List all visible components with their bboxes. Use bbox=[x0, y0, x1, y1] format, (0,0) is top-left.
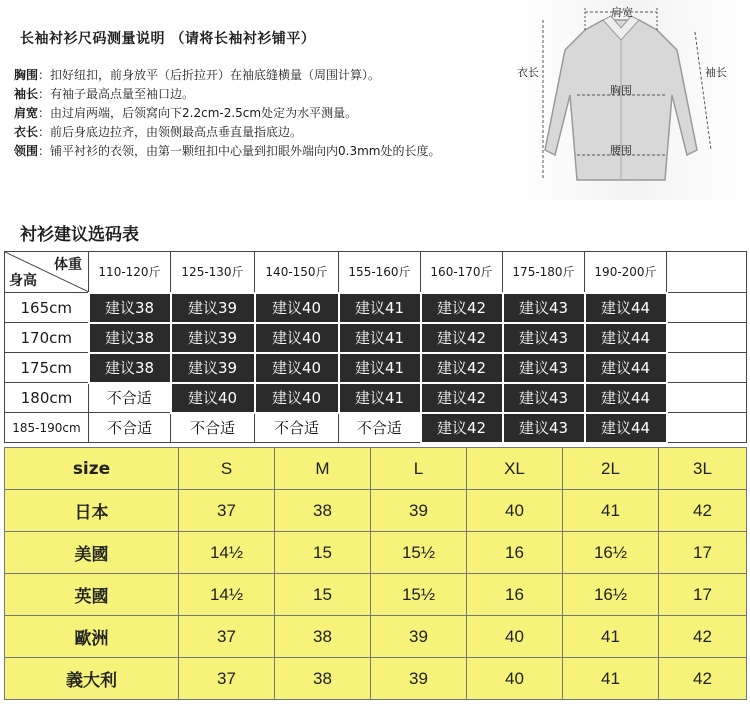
size-cell: 建议40 bbox=[255, 383, 339, 413]
size-value-cell: 16 bbox=[467, 574, 563, 616]
size-value-cell: M bbox=[275, 448, 371, 490]
size-value-cell: 16½ bbox=[563, 574, 659, 616]
size-value-cell: 15½ bbox=[371, 532, 467, 574]
size-cell: 不合适 bbox=[255, 413, 339, 443]
height-header: 175cm bbox=[5, 353, 89, 383]
guide-text: ：由过肩两端，后领窝向下2.2cm-2.5cm处定为水平测量。 bbox=[38, 106, 358, 120]
size-value-cell: XL bbox=[467, 448, 563, 490]
size-cell: 建议44 bbox=[585, 293, 667, 323]
size-cell: 建议42 bbox=[421, 293, 503, 323]
size-value-cell: 37 bbox=[179, 616, 275, 658]
row-header: 日本 bbox=[5, 490, 179, 532]
guide-term: 胸围 bbox=[14, 68, 39, 82]
size-cell: 建议39 bbox=[171, 323, 255, 353]
diagram-label-chest: 胸围 bbox=[610, 84, 632, 97]
size-value-cell: 16 bbox=[467, 532, 563, 574]
guide-term: 肩宽 bbox=[14, 106, 39, 120]
size-value-cell: 40 bbox=[467, 490, 563, 532]
size-value-cell: 39 bbox=[371, 658, 467, 700]
size-value-cell: 15½ bbox=[371, 574, 467, 616]
size-cell: 建议44 bbox=[585, 413, 667, 443]
size-cell: 建议42 bbox=[421, 353, 503, 383]
empty-cell bbox=[667, 293, 747, 323]
size-recommend-table bbox=[4, 251, 747, 444]
size-cell: 建议40 bbox=[255, 353, 339, 383]
size-cell: 建议41 bbox=[339, 293, 421, 323]
row-header: 歐洲 bbox=[5, 616, 179, 658]
size-cell: 建议43 bbox=[503, 413, 585, 443]
guide-title: 长袖衬衫尺码测量说明 （请将长袖衬衫铺平） bbox=[20, 31, 316, 47]
size-value-cell: 3L bbox=[659, 448, 747, 490]
shirt-diagram bbox=[515, 0, 750, 200]
corner-weight-label: 体重 bbox=[54, 257, 82, 273]
guide-text: ：铺平衬衫的衣领，由第一颗纽扣中心量到扣眼外端向内0.3mm处的长度。 bbox=[38, 144, 441, 158]
size-value-cell: 38 bbox=[275, 616, 371, 658]
height-header: 170cm bbox=[5, 323, 89, 353]
guide-text: ：前后身底边拉齐，由领侧最高点垂直量指底边。 bbox=[38, 125, 303, 139]
guide-line bbox=[14, 104, 440, 123]
size-cell: 建议43 bbox=[503, 293, 585, 323]
size-value-cell: 37 bbox=[179, 658, 275, 700]
size-cell: 不合适 bbox=[171, 413, 255, 443]
size-value-cell: 38 bbox=[275, 490, 371, 532]
table-row bbox=[5, 658, 747, 700]
empty-header bbox=[667, 252, 747, 293]
table-header-row bbox=[5, 252, 747, 293]
corner-height-label: 身高 bbox=[9, 273, 37, 289]
size-value-cell: 39 bbox=[371, 490, 467, 532]
size-cell: 建议39 bbox=[171, 293, 255, 323]
size-value-cell: 17 bbox=[659, 532, 747, 574]
size-cell: 建议44 bbox=[585, 383, 667, 413]
size-value-cell: 17 bbox=[659, 574, 747, 616]
weight-header: 125-130斤 bbox=[171, 252, 255, 293]
size-cell: 建议43 bbox=[503, 353, 585, 383]
size-cell: 不合适 bbox=[339, 413, 421, 443]
diagram-label-sleeve: 袖长 bbox=[705, 66, 727, 79]
table-row bbox=[5, 532, 747, 574]
shirt-icon bbox=[515, 0, 750, 200]
size-value-cell: 15 bbox=[275, 532, 371, 574]
table-corner bbox=[5, 252, 89, 293]
size-cell: 建议40 bbox=[255, 293, 339, 323]
size-cell: 建议44 bbox=[585, 323, 667, 353]
size-cell: 不合适 bbox=[89, 383, 171, 413]
intl-body bbox=[5, 448, 747, 700]
size-cell: 建议42 bbox=[421, 323, 503, 353]
recommend-body bbox=[5, 293, 747, 443]
size-cell: 建议38 bbox=[89, 293, 171, 323]
recommend-title: 衬衫建议选码表 bbox=[20, 225, 139, 245]
row-header: size bbox=[5, 448, 179, 490]
size-value-cell: 14½ bbox=[179, 532, 275, 574]
international-size-table bbox=[4, 447, 747, 700]
diagram-label-length: 衣长 bbox=[517, 66, 539, 79]
size-value-cell: 42 bbox=[659, 658, 747, 700]
weight-header: 175-180斤 bbox=[503, 252, 585, 293]
size-cell: 建议40 bbox=[171, 383, 255, 413]
size-value-cell: S bbox=[179, 448, 275, 490]
table-row bbox=[5, 490, 747, 532]
size-value-cell: 42 bbox=[659, 616, 747, 658]
weight-header: 155-160斤 bbox=[339, 252, 421, 293]
table-row bbox=[5, 574, 747, 616]
guide-line bbox=[14, 142, 440, 161]
size-value-cell: 14½ bbox=[179, 574, 275, 616]
height-header: 185-190cm bbox=[5, 413, 89, 443]
empty-cell bbox=[667, 413, 747, 443]
size-cell: 建议42 bbox=[421, 413, 503, 443]
guide-line bbox=[14, 85, 440, 104]
weight-header: 140-150斤 bbox=[255, 252, 339, 293]
weight-header: 190-200斤 bbox=[585, 252, 667, 293]
size-value-cell: 42 bbox=[659, 490, 747, 532]
size-cell: 建议41 bbox=[339, 383, 421, 413]
size-cell: 建议39 bbox=[171, 353, 255, 383]
size-cell: 建议38 bbox=[89, 323, 171, 353]
size-cell: 建议43 bbox=[503, 383, 585, 413]
table-row bbox=[5, 383, 747, 413]
row-header: 義大利 bbox=[5, 658, 179, 700]
size-value-cell: 2L bbox=[563, 448, 659, 490]
size-value-cell: 16½ bbox=[563, 532, 659, 574]
size-value-cell: 40 bbox=[467, 616, 563, 658]
size-cell: 建议41 bbox=[339, 323, 421, 353]
empty-cell bbox=[667, 353, 747, 383]
size-value-cell: 40 bbox=[467, 658, 563, 700]
guide-term: 衣长 bbox=[14, 125, 39, 139]
row-header: 美國 bbox=[5, 532, 179, 574]
size-cell: 建议43 bbox=[503, 323, 585, 353]
size-cell: 不合适 bbox=[89, 413, 171, 443]
size-cell: 建议38 bbox=[89, 353, 171, 383]
empty-cell bbox=[667, 323, 747, 353]
measurement-guide bbox=[0, 0, 750, 212]
diagram-label-shoulder: 肩宽 bbox=[611, 6, 633, 19]
size-cell: 建议42 bbox=[421, 383, 503, 413]
height-header: 180cm bbox=[5, 383, 89, 413]
size-value-cell: 41 bbox=[563, 616, 659, 658]
table-row bbox=[5, 413, 747, 443]
guide-line bbox=[14, 123, 440, 142]
table-row bbox=[5, 616, 747, 658]
table-row bbox=[5, 353, 747, 383]
table-row bbox=[5, 448, 747, 490]
size-cell: 建议40 bbox=[255, 323, 339, 353]
guide-term: 领围 bbox=[14, 144, 39, 158]
height-header: 165cm bbox=[5, 293, 89, 323]
size-cell: 建议41 bbox=[339, 353, 421, 383]
size-value-cell: 39 bbox=[371, 616, 467, 658]
guide-lines bbox=[14, 66, 440, 161]
table-row bbox=[5, 293, 747, 323]
size-value-cell: 38 bbox=[275, 658, 371, 700]
empty-cell bbox=[667, 383, 747, 413]
guide-line bbox=[14, 66, 440, 85]
weight-header: 110-120斤 bbox=[89, 252, 171, 293]
table-row bbox=[5, 323, 747, 353]
row-header: 英國 bbox=[5, 574, 179, 616]
diagram-label-waist: 腰围 bbox=[610, 144, 632, 157]
guide-text: ：扣好纽扣，前身放平（后折拉开）在袖底缝横量（周围计算）。 bbox=[38, 68, 381, 82]
size-value-cell: L bbox=[371, 448, 467, 490]
size-cell: 建议44 bbox=[585, 353, 667, 383]
guide-text: ：有袖子最高点量至袖口边。 bbox=[38, 87, 195, 101]
size-value-cell: 41 bbox=[563, 658, 659, 700]
size-value-cell: 41 bbox=[563, 490, 659, 532]
size-value-cell: 15 bbox=[275, 574, 371, 616]
weight-header: 160-170斤 bbox=[421, 252, 503, 293]
size-value-cell: 37 bbox=[179, 490, 275, 532]
guide-term: 袖长 bbox=[14, 87, 39, 101]
